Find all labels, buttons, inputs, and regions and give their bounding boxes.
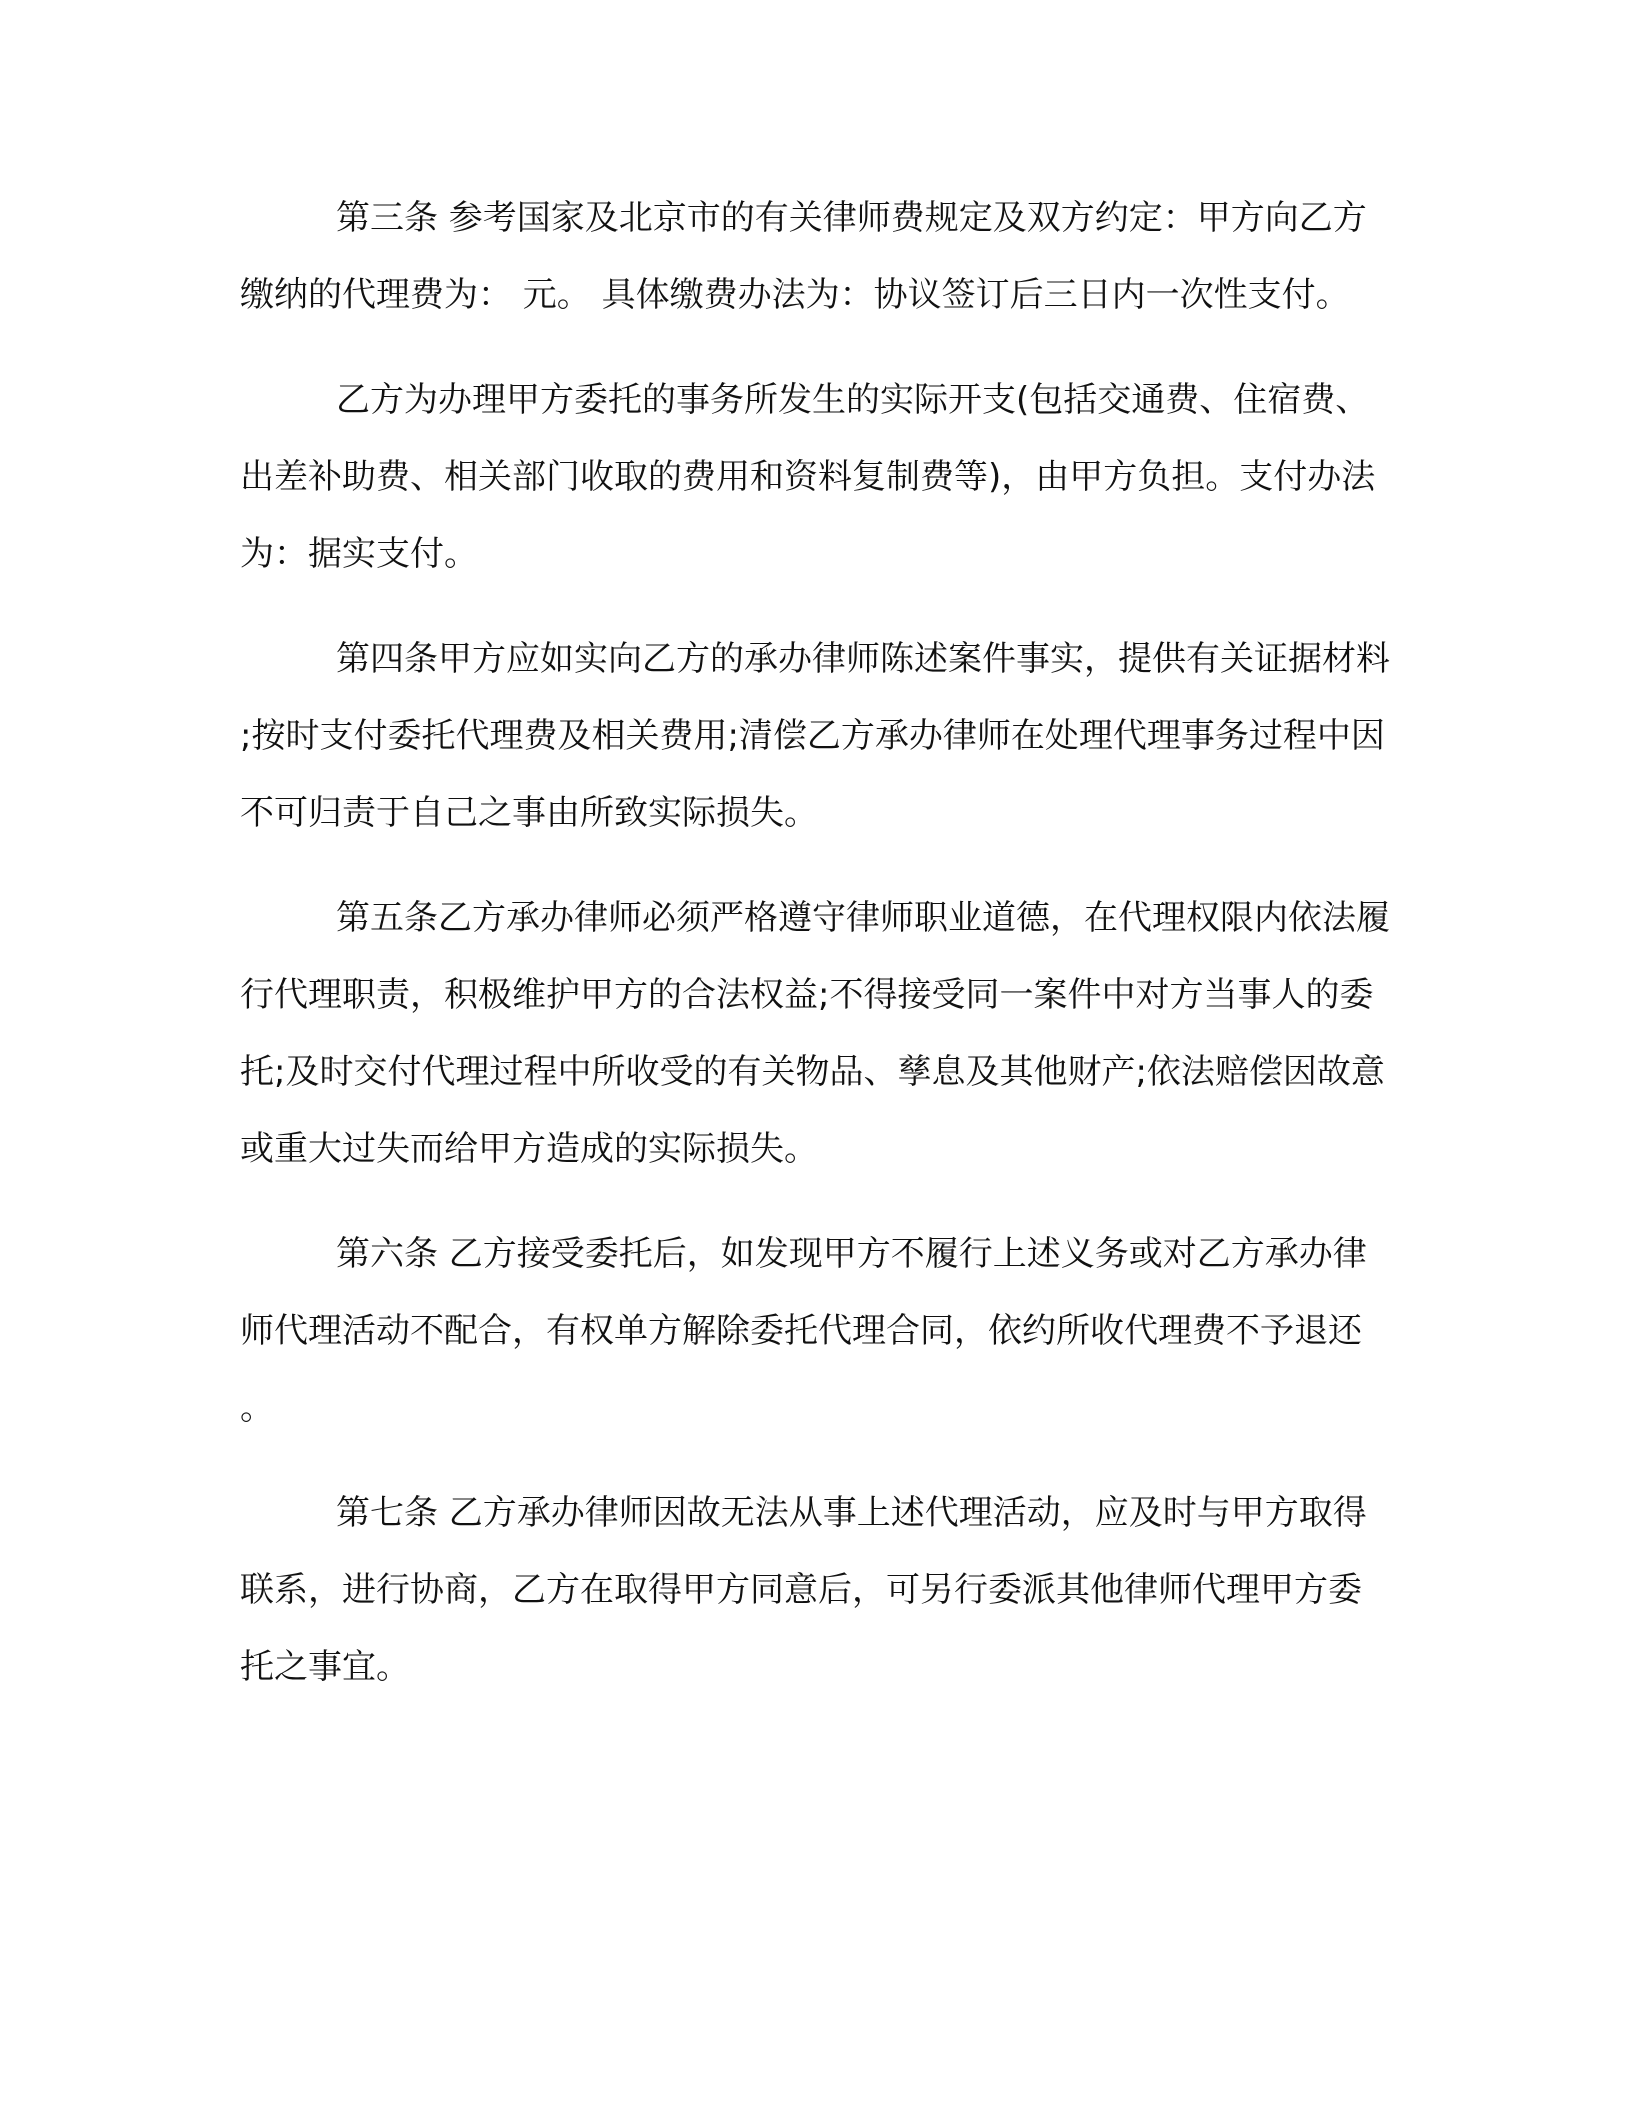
clause-4-paragraph: 第四条甲方应如实向乙方的承办律师陈述案件事实，提供有关证据材料;按时支付委托代理费及相关费用;清偿乙方承办律师在处理代理事务过程中因不可归责于自己之事由所致实际损失。 [240, 639, 1390, 833]
expenses-paragraph: 乙方为办理甲方委托的事务所发生的实际开支(包括交通费、住宿费、出差补助费、相关部门收取的费用和资料复制费等)，由甲方负担。支付办法为：据实支付。 [240, 380, 1376, 574]
clause-7-paragraph: 第七条 乙方承办律师因故无法从事上述代理活动，应及时与甲方取得联系，进行协商，乙方在取得甲方同意后，可另行委派其他律师代理甲方委托之事宜。 [240, 1493, 1367, 1687]
clause-3-paragraph: 第三条 参考国家及北京市的有关律师费规定及双方约定：甲方向乙方缴纳的代理费为： 元。 具体缴费办法为：协议签订后三日内一次性支付。 [240, 198, 1367, 315]
document-body [240, 180, 1392, 1734]
clause-5-paragraph: 第五条乙方承办律师必须严格遵守律师职业道德，在代理权限内依法履行代理职责，积极维护甲方的合法权益;不得接受同一案件中对方当事人的委托;及时交付代理过程中所收受的有关物品、孳息及其他财产;依法赔偿因故意或重大过失而给甲方造成的实际损失。 [240, 898, 1390, 1169]
clause-6-paragraph: 第六条 乙方接受委托后，如发现甲方不履行上述义务或对乙方承办律师代理活动不配合，有权单方解除委托代理合同，依约所收代理费不予退还。 [240, 1234, 1367, 1428]
